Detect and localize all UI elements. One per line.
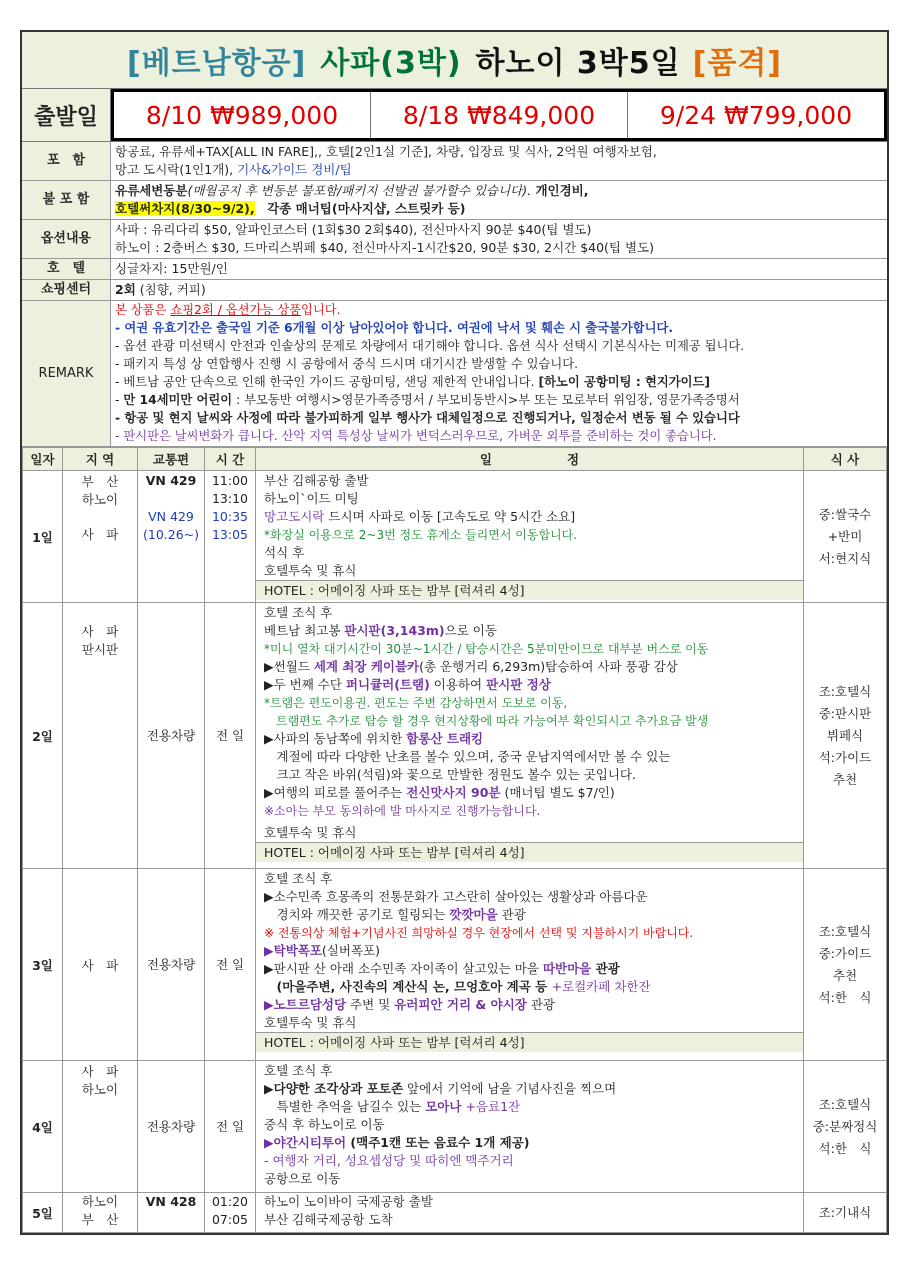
meal: 조:기내식	[804, 1193, 887, 1233]
remark-text: 본 상품은	[115, 303, 171, 317]
itinerary-line: 호텔 조식 후	[264, 605, 333, 620]
include-label: 포 함	[22, 142, 111, 180]
itinerary-line: 호텔투숙 및 휴식	[264, 1015, 357, 1030]
day-label: 1일	[23, 471, 63, 603]
itinerary-line: 중식 후 하노이로 이동	[264, 1117, 385, 1132]
exclude-row	[22, 181, 887, 220]
itinerary-line: 하노이 노이바이 국제공항 출발	[264, 1194, 433, 1209]
meal: 중:쌀국수	[818, 506, 872, 522]
itinerary-line: (총 운행거리 6,293m)탑승하여 사파 풍광 감상	[419, 659, 678, 674]
day-label: 3일	[23, 869, 63, 1061]
itinerary-highlight: ▶노트르담성당	[264, 997, 347, 1012]
page-title	[22, 32, 887, 89]
remark-text: - 여권 유효기간은 출국일 기준 6개월 이상 남아있어야 합니다. 여권에 낙서 및 훼손 시 출국불가합니다.	[115, 321, 674, 335]
itinerary-line: 경치와 깨끗한 공기로 힐링되는	[264, 907, 450, 922]
day-label: 5일	[23, 1193, 63, 1233]
options-label: 옵션내용	[22, 220, 111, 258]
itinerary-highlight: 모아나	[425, 1099, 462, 1114]
itinerary-line: ▶여행의 피로를 풀어주는	[264, 785, 407, 800]
meal: 석:한 식	[818, 1140, 872, 1156]
itinerary-note: ※ 전통의상 체험+기념사진 희망하실 경우 현장에서 선택 및 지불하시기 바랍니다.	[264, 926, 694, 940]
flight: VN 428	[138, 1193, 205, 1233]
hotel-bar: HOTEL : 어메이징 사파 또는 밤부 [럭셔리 4성]	[256, 1032, 803, 1052]
itinerary-line: ▶다양한 조각상과 포토존	[264, 1081, 404, 1096]
region: 사 파	[81, 527, 119, 542]
itinerary-line: 호텔투숙 및 휴식	[264, 825, 357, 840]
departure-row	[22, 89, 887, 142]
col-time: 시 간	[205, 448, 256, 471]
time: 01:20	[211, 1194, 249, 1209]
remark-text: 만 14세미만 어린이	[123, 393, 233, 407]
itinerary-line: (마을주변, 사진속의 계산식 논, 므엉호아 계곡 등	[264, 979, 552, 994]
itinerary-highlight: 판시판(3,143m)	[344, 623, 445, 638]
itinerary-line: - 여행자 거리, 성요셉성당 및 따히엔 맥주거리	[264, 1153, 514, 1168]
meal: 중:판시판	[818, 705, 872, 721]
remark-text: - 항공 및 현지 날씨와 사정에 따라 불가피하게 일부 행사가 대체일정으로 진행되거나, 일정순서 변동 될 수 있습니다	[115, 411, 740, 425]
remark-label: REMARK	[22, 301, 111, 446]
itinerary-highlight: 깟깟마을	[449, 907, 498, 922]
meal: 중:가이드	[818, 945, 872, 961]
itinerary-line: 석식 후	[264, 545, 305, 560]
region: 사 파	[63, 869, 138, 1061]
exclude-note: (매월공지 후 변동분 불포함/패키지 선발권 불가할수 있습니다).	[187, 183, 532, 198]
time: 전 일	[205, 1061, 256, 1193]
day-row	[23, 603, 887, 869]
day-row	[23, 1061, 887, 1193]
meal: 중:분짜정식	[812, 1118, 878, 1134]
time: 13:05	[211, 527, 249, 542]
col-day: 일자	[23, 448, 63, 471]
region: 판시판	[81, 642, 119, 657]
flight-note: (10.26~)	[142, 527, 199, 542]
meal: 조:호텔식	[818, 923, 872, 939]
time: 10:35	[211, 509, 249, 524]
col-region: 지 역	[63, 448, 138, 471]
schedule-table	[22, 447, 887, 1233]
option-line: 하노이 : 2층버스 $30, 드마리스뷔페 $40, 전신마사지-1시간$20, 90분 $30, 2시간 $40(팁 별도)	[115, 240, 655, 255]
title-grade: [품격]	[692, 46, 783, 81]
itinerary-highlight: 퍼니큘러(트램)	[345, 677, 430, 692]
region: 부 산	[81, 1212, 119, 1227]
include-text: 망고 도시락(1인1개),	[115, 162, 238, 177]
remark-text: - 패키지 특성 상 연합행사 진행 시 공항에서 중식 드시며 대기시간 발생할 수 있습니다.	[115, 357, 579, 371]
meal: 서:현지식	[818, 550, 872, 566]
hotel-row	[22, 259, 887, 280]
region: 사 파	[81, 624, 119, 639]
itinerary-highlight: 판시판 정상	[486, 677, 551, 692]
exclude-text: 개인경비,	[531, 183, 589, 198]
time: 07:05	[211, 1212, 249, 1227]
itinerary-line: 공항으로 이동	[264, 1171, 341, 1186]
day-label: 4일	[23, 1061, 63, 1193]
region: 부 산	[81, 474, 119, 489]
time: 전 일	[205, 603, 256, 869]
itinerary-line: 호텔투숙 및 휴식	[264, 563, 357, 578]
departure-price: 8/18 ₩849,000	[371, 92, 628, 138]
itinerary-note: *트램은 편도이용권. 편도는 주변 감상하면서 도보로 이동,	[264, 696, 568, 710]
time: 13:10	[211, 491, 249, 506]
remark-row	[22, 301, 887, 447]
itinerary-note: ※소아는 부모 동의하에 발 마사지로 진행가능합니다.	[264, 804, 541, 818]
meal: 조:호텔식	[818, 683, 872, 699]
shopping-label: 쇼핑센터	[22, 280, 111, 300]
day-row	[23, 869, 887, 1061]
itinerary-line: 주변 및	[346, 997, 395, 1012]
remark-text: - 베트남 공안 단속으로 인해 한국인 가이드 공항미팅, 샌딩 제한적 안내입니다.	[115, 375, 539, 389]
shopping-count: 2회	[115, 282, 136, 297]
include-guide-tip: 기사&가이드 경비/팁	[237, 162, 352, 177]
itinerary-highlight: 세계 최장 케이블카	[313, 659, 420, 674]
region: 하노이	[81, 1194, 119, 1209]
remark-text: 입니다.	[300, 303, 341, 317]
itinerary-line: 베트남 최고봉	[264, 623, 345, 638]
day-row	[23, 471, 887, 603]
meal: 석:한 식	[818, 989, 872, 1005]
itinerary-highlight: +음료1잔	[461, 1099, 521, 1114]
itinerary-line: ▶판시판 산 아래 소수민족 자이족이 살고있는 마을	[264, 961, 543, 976]
flight: VN 429	[145, 473, 197, 488]
region: 하노이	[81, 1082, 119, 1097]
departure-price: 9/24 ₩799,000	[659, 100, 853, 130]
itinerary-sheet	[20, 30, 889, 1235]
itinerary-highlight: +로컬카페 차한잔	[551, 979, 651, 994]
time: 11:00	[211, 473, 249, 488]
day-label: 2일	[23, 603, 63, 869]
itinerary-line: ▶썬월드	[264, 659, 314, 674]
transport: 전용차량	[138, 603, 205, 869]
col-itinerary: 일 정	[256, 448, 804, 471]
region: 하노이	[81, 492, 119, 507]
time: 전 일	[205, 869, 256, 1061]
itinerary-highlight: 유러피안 거리 & 야시장	[394, 997, 527, 1012]
itinerary-line: (맥주1캔 또는 음료수 1개 제공)	[346, 1135, 530, 1150]
itinerary-highlight: 함롱산 트래킹	[406, 731, 484, 746]
remark-text: - 옵션 관광 미선택시 안전과 인솔상의 문제로 차량에서 대기해야 합니다. 옵션 식사 선택시 기본식사는 미제공 됩니다.	[115, 339, 745, 353]
include-row	[22, 142, 887, 181]
itinerary-highlight: 전신맛사지 90분	[406, 785, 501, 800]
itinerary-line: 특별한 추억을 남길수 있는	[264, 1099, 426, 1114]
itinerary-highlight: 따반마을	[542, 961, 592, 976]
itinerary-highlight: ▶야간시티투어	[264, 1135, 347, 1150]
itinerary-line: 관광	[497, 907, 526, 922]
remark-text: 쇼핑2회 / 옵션가능 상품	[170, 303, 301, 317]
itinerary-line: ▶사파의 동남쪽에 위치한	[264, 731, 407, 746]
itinerary-line: 드시며 사파로 이동 [고속도로 약 5시간 소요]	[324, 509, 576, 524]
itinerary-line: 관광	[526, 997, 555, 1012]
departure-prices	[111, 89, 887, 141]
itinerary-line: 관광	[591, 961, 620, 976]
departure-label: 출발일	[22, 89, 111, 141]
itinerary-note: 트램편도 추가로 탑승 할 경우 현지상황에 따라 가능여부 확인되시고 추가요금 발생	[264, 714, 709, 728]
remark-text: [하노이 공항미팅 : 현지가이드]	[538, 375, 711, 389]
itinerary-line: 호텔 조식 후	[264, 871, 333, 886]
itinerary-line: 크고 작은 바위(석림)와 꽃으로 만발한 정원도 볼수 있는 곳입니다.	[264, 767, 636, 782]
itinerary-line: (매너팁 별도 $7/인)	[500, 785, 615, 800]
itinerary-line: 부산 김해국제공항 도착	[264, 1212, 393, 1227]
title-airline: [베트남항공]	[126, 46, 307, 81]
hotel-bar: HOTEL : 어메이징 사파 또는 밤부 [럭셔리 4성]	[256, 842, 803, 862]
remark-text: -	[115, 393, 124, 407]
meal: 뷔페식	[826, 727, 864, 743]
transport: 전용차량	[138, 869, 205, 1061]
meal: 추천	[832, 771, 858, 787]
itinerary-line: ▶소수민족 흐몽족의 전통문화가 고스란히 살아있는 생활상과 아름다운	[264, 889, 648, 904]
shopping-row	[22, 280, 887, 301]
hotel-label: 호 텔	[22, 259, 111, 279]
itinerary-line: ▶두 번째 수단	[264, 677, 346, 692]
shopping-detail: (침향, 커피)	[135, 282, 206, 297]
exclude-text: 유류세변동분	[115, 183, 188, 198]
itinerary-line: 이용하여	[429, 677, 487, 692]
departure-price: 8/10 ₩989,000	[114, 92, 371, 138]
flight: VN 429	[148, 509, 194, 524]
region: 사 파	[81, 1064, 119, 1079]
include-text: 항공료, 유류세+TAX[ALL IN FARE],, 호텔[2인1실 기준], 차량, 입장료 및 식사, 2억원 여행자보험,	[115, 144, 657, 159]
itinerary-line: 으로 이동	[444, 623, 497, 638]
itinerary-line: 앞에서 기억에 남을 기념사진을 찍으며	[403, 1081, 617, 1096]
meal: 추천	[832, 967, 858, 983]
itinerary-highlight: 망고도시락	[264, 509, 325, 524]
meal: 조:호텔식	[818, 1096, 872, 1112]
day-row	[23, 1193, 887, 1233]
title-sapa: 사파(3박)	[320, 46, 462, 81]
itinerary-line: 부산 김해공항 출발	[264, 473, 369, 488]
itinerary-line: 계절에 따라 다양한 난초를 볼수 있으며, 중국 운남지역에서만 볼 수 있는	[264, 749, 671, 764]
option-line: 사파 : 유리다리 $50, 알파인코스터 (1회$30 2회$40), 전신마사지 90분 $40(팁 별도)	[115, 222, 592, 237]
itinerary-note: *화장실 이용으로 2~3번 정도 휴게소 들리면서 이동합니다.	[264, 528, 578, 542]
meal: +반미	[827, 528, 863, 544]
itinerary-line: 하노이`이드 미팅	[264, 491, 359, 506]
itinerary-highlight: ▶탁박폭포	[264, 943, 322, 958]
transport: 전용차량	[138, 1061, 205, 1193]
hotel-bar: HOTEL : 어메이징 사파 또는 밤부 [럭셔리 4성]	[256, 580, 803, 600]
surcharge-highlight: 호텔써차지(8/30~9/2),	[115, 201, 255, 216]
remark-text: - 판시판은 날씨변화가 큽니다. 산악 지역 특성상 날씨가 변덕스러우므로, 가벼운 외투를 준비하는 것이 좋습니다.	[115, 429, 717, 443]
schedule-header	[23, 448, 887, 471]
itinerary-line: (실버폭포)	[321, 943, 380, 958]
remark-text: : 부모동반 여행시>영문가족증명서 / 부모비동반시>부 또는 모로부터 위임장, 영문가족증명서	[232, 393, 740, 407]
options-row	[22, 220, 887, 259]
meal: 석:가이드	[818, 749, 872, 765]
exclude-text: 각종 매너팁(마사지샵, 스트릿카 등)	[254, 201, 466, 216]
title-hanoi: 하노이 3박5일	[475, 46, 681, 81]
itinerary-note: *미니 열차 대기시간이 30분~1시간 / 탑승시간은 5분미만이므로 대부분 버스로 이동	[264, 642, 709, 656]
col-transport: 교통편	[138, 448, 205, 471]
itinerary-line: 호텔 조식 후	[264, 1063, 333, 1078]
hotel-text: 싱글차지: 15만원/인	[115, 261, 228, 276]
exclude-label: 불 포 함	[22, 181, 111, 219]
col-meal: 식 사	[804, 448, 887, 471]
